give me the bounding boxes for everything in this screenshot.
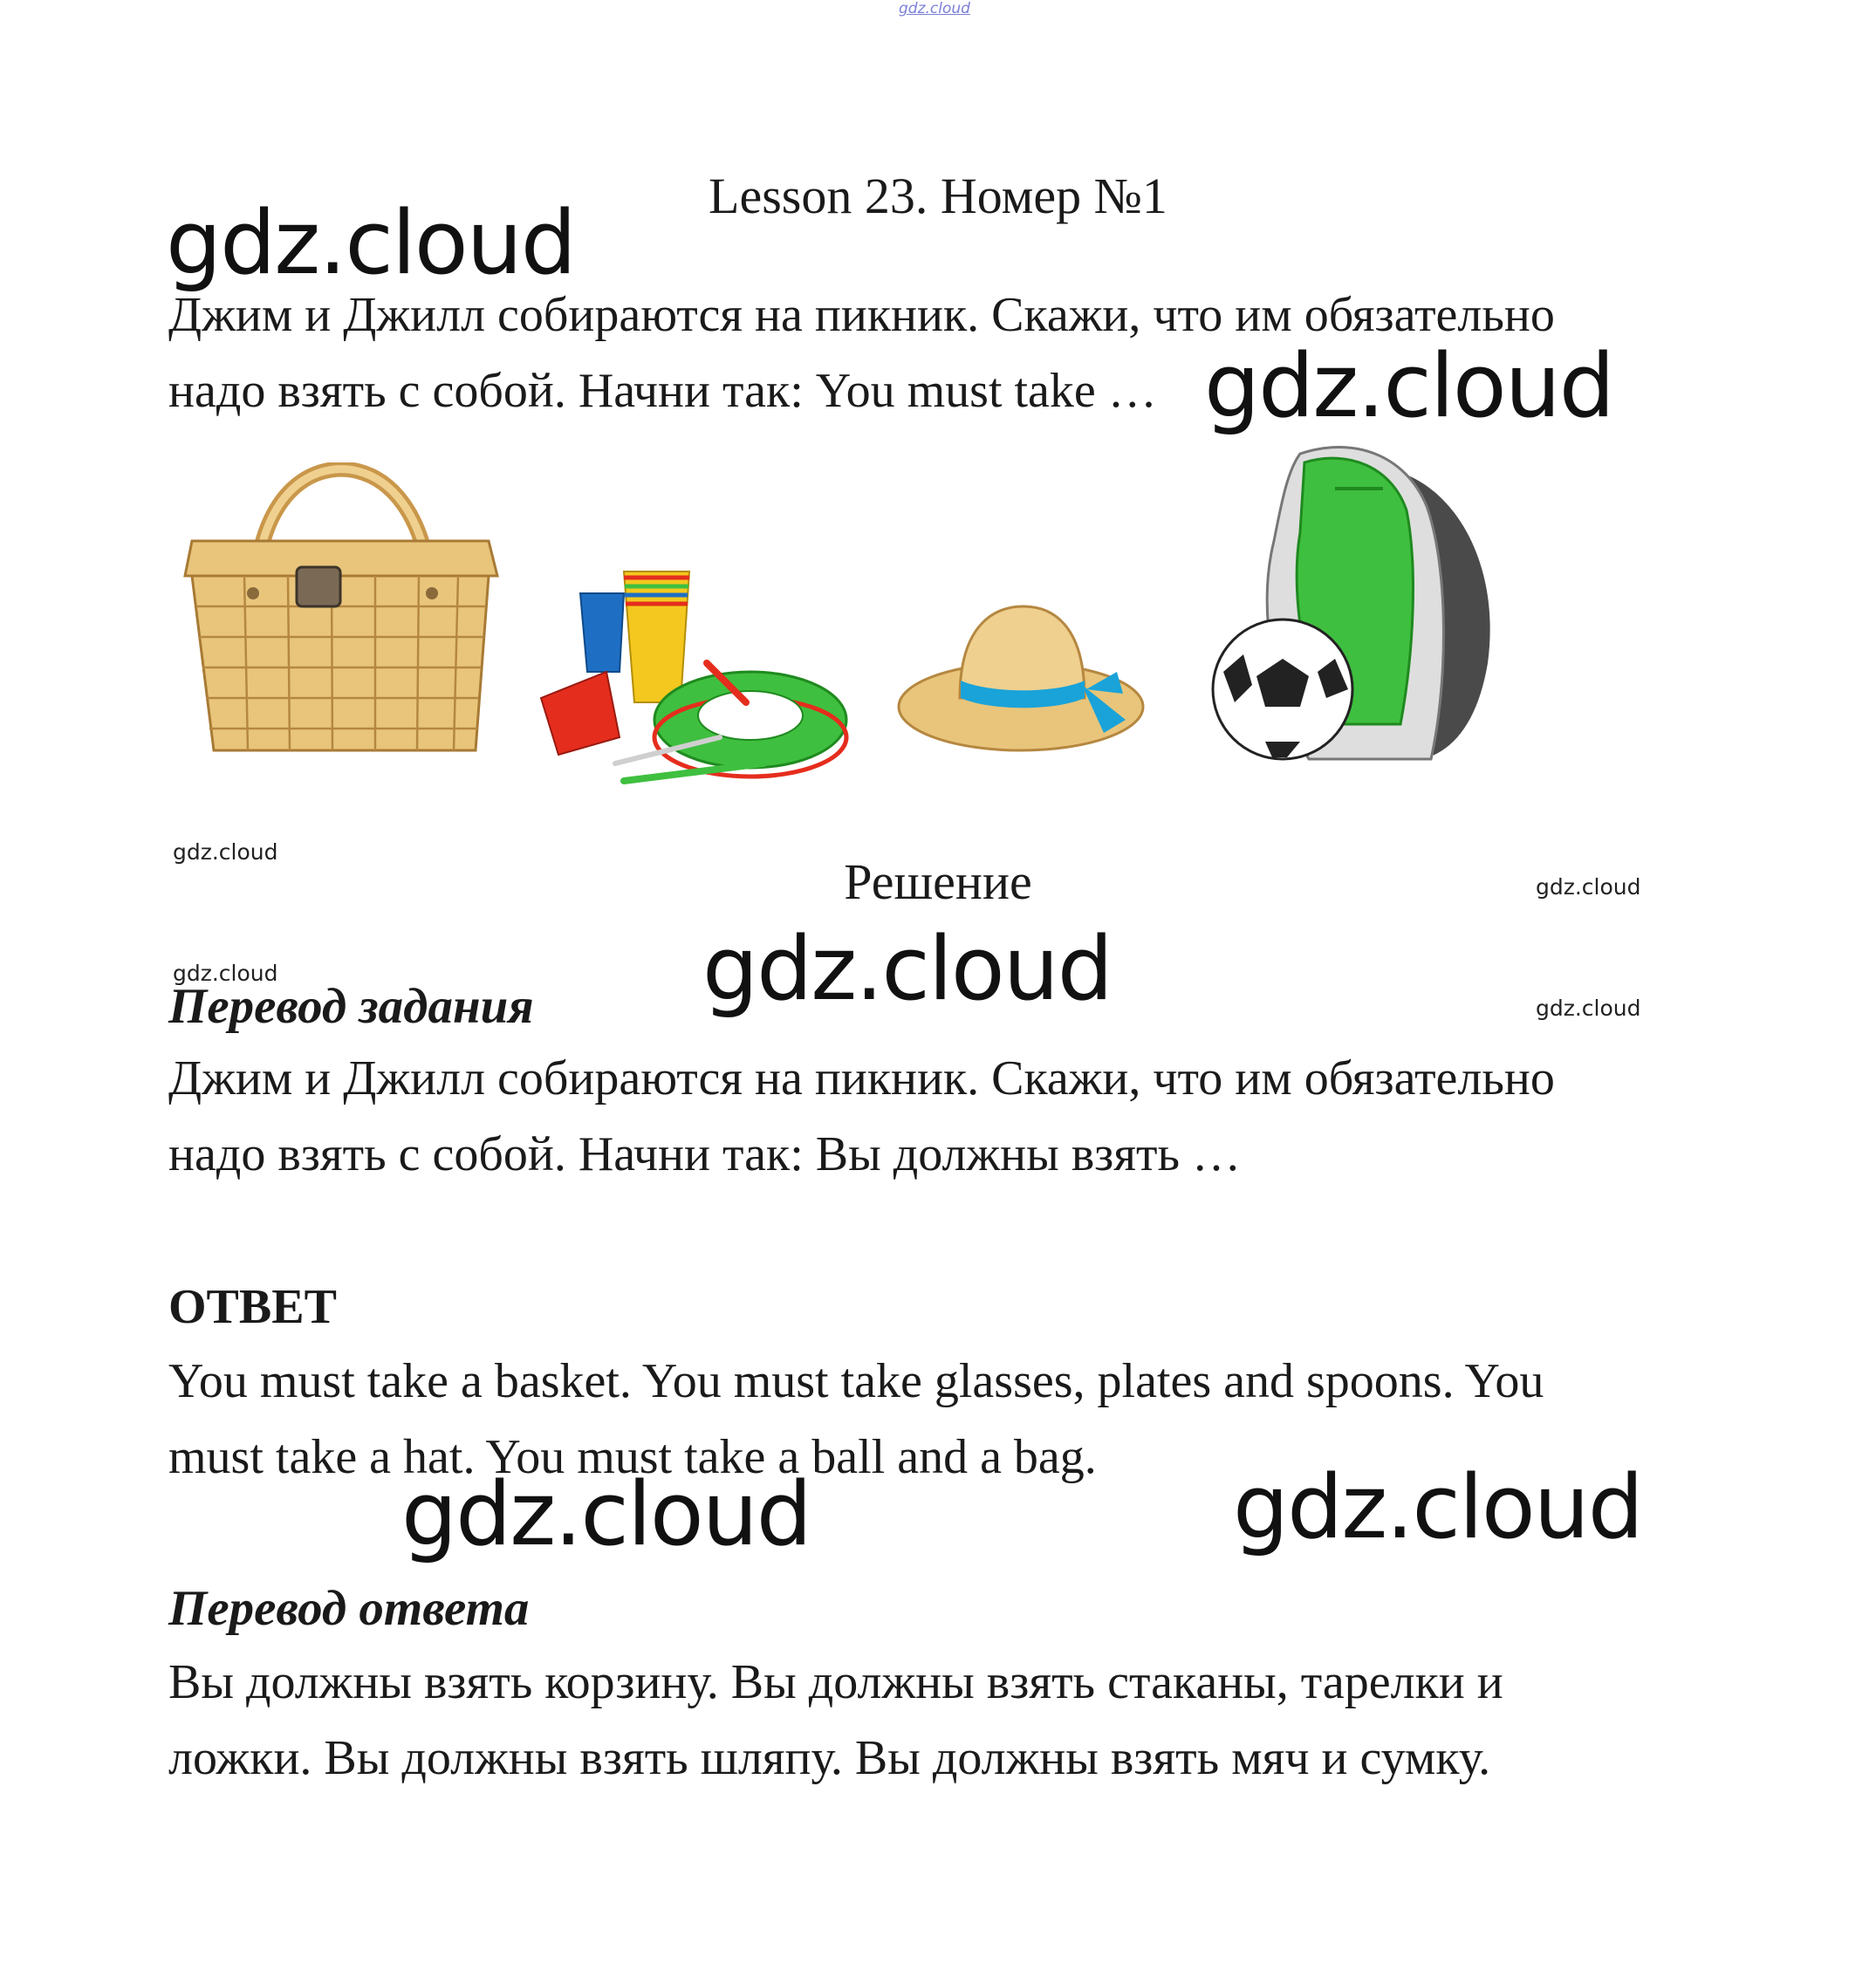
solution-heading: Решение xyxy=(844,853,1032,910)
cups-plates-icon xyxy=(537,567,851,785)
answer-line-2: must take a hat. You must take a ball and a bag. xyxy=(168,1430,1097,1484)
basket-icon xyxy=(175,462,506,759)
translation-answer-heading: Перевод ответа xyxy=(168,1581,530,1636)
answer-text xyxy=(168,1344,1652,1495)
page-title: Lesson 23. Номер №1 xyxy=(709,168,1167,224)
translation-answer-text xyxy=(168,1645,1652,1797)
answer-heading: ОТВЕТ xyxy=(168,1280,337,1334)
watermark: gdz.cloud xyxy=(1233,1455,1642,1558)
translation-task-line-2: надо взять с собой. Начни так: Вы должны взять … xyxy=(168,1127,1242,1181)
translation-task-text xyxy=(168,1041,1652,1193)
watermark-small: gdz.cloud xyxy=(173,961,278,986)
translation-answer-line-1: Вы должны взять корзину. Вы должны взять стаканы, тарелки и xyxy=(168,1655,1503,1709)
task-text xyxy=(168,277,1652,437)
answer-line-1: You must take a basket. You must take glasses, plates and spoons. You xyxy=(168,1354,1544,1408)
translation-task-heading: Перевод задания xyxy=(168,979,534,1034)
watermark: gdz.cloud xyxy=(1204,334,1613,437)
watermark-small: gdz.cloud xyxy=(1536,874,1641,900)
translation-answer-line-2: ложки. Вы должны взять шляпу. Вы должны взять мяч и сумку. xyxy=(168,1731,1491,1785)
watermark: gdz.cloud xyxy=(166,191,575,294)
translation-task-line-1: Джим и Джилл собираются на пикник. Скажи, что им обязательно xyxy=(168,1051,1555,1105)
watermark: gdz.cloud xyxy=(702,917,1112,1020)
task-line-1: Джим и Джилл собираются на пикник. Скажи, что им обязательно xyxy=(168,288,1555,342)
straw-hat-icon xyxy=(894,585,1156,759)
watermark: gdz.cloud xyxy=(401,1462,811,1565)
watermark-small: gdz.cloud xyxy=(1536,996,1641,1021)
backpack-ball-icon xyxy=(1204,436,1510,772)
top-watermark: gdz.cloud xyxy=(899,0,970,17)
task-line-2: надо взять с собой. Начни так: You must take … xyxy=(168,364,1157,418)
watermark-small: gdz.cloud xyxy=(173,839,278,865)
